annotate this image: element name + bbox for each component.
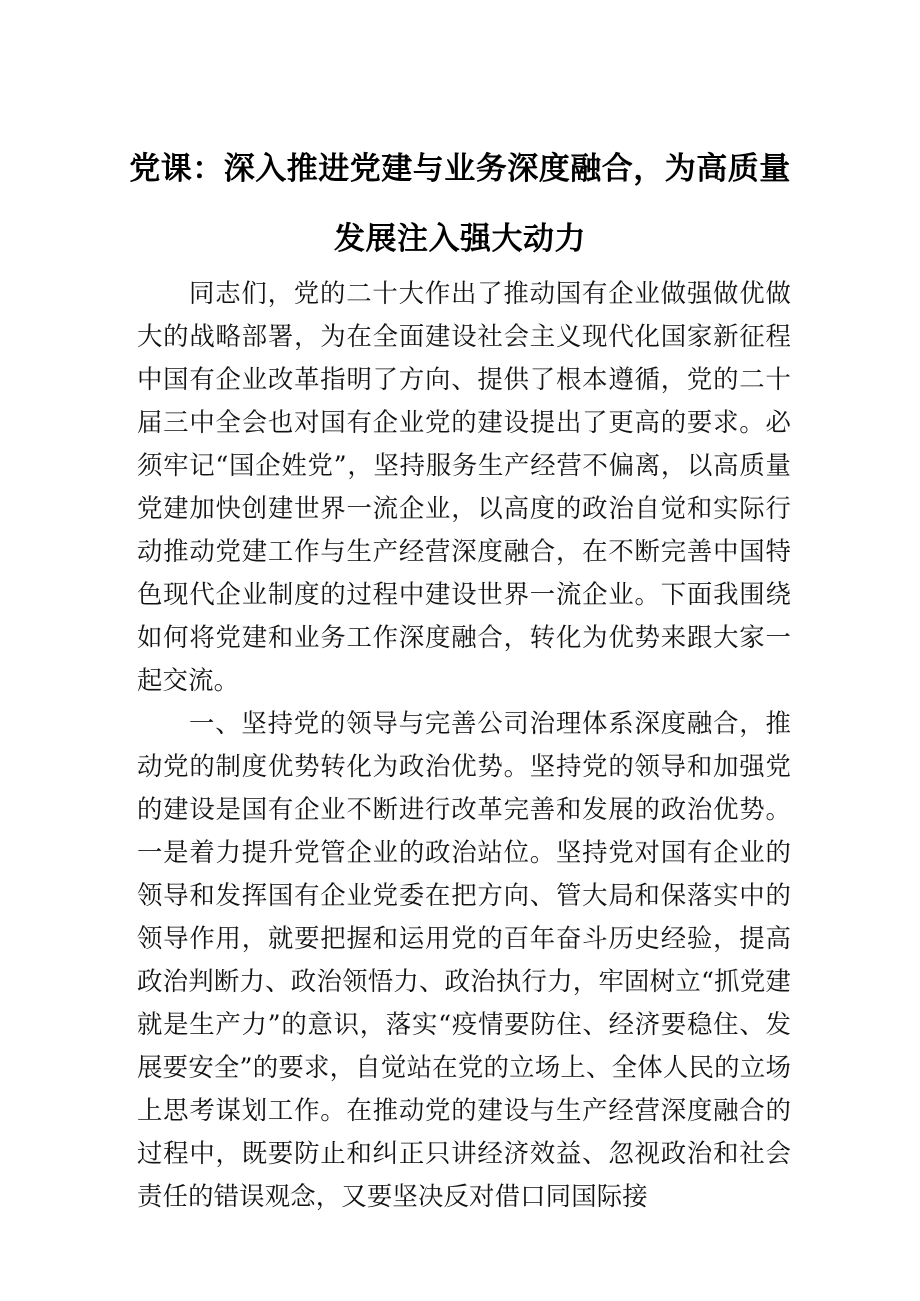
page-title-line-2: 发展注入强大动力 xyxy=(334,221,586,257)
body-paragraph-intro: 同志们，党的二十大作出了推动国有企业做强做优做大的战略部署，为在全面建设社会主义现代化国家新征程中国有企业改革指明了方向、提供了根本遵循，党的二十届三中全会也对国有企业党的建设提出了更高的要求。必须牢记“国企姓党”，坚持服务生产经营不偏离，以高质量党建加快创建世界一流企业，以高度的政治自觉和实际行动推动党建工作与生产经营深度融合，在不断完善中国特色现代企业制度的过程中建设世界一流企业。下面我围绕如何将党建和业务工作深度融合，转化为优势来跟大家一起交流。 xyxy=(137,278,791,695)
page-title xyxy=(120,134,800,274)
document-body xyxy=(137,272,791,1218)
page-title-line-1: 党课：深入推进党建与业务深度融合，为高质量 xyxy=(129,151,791,187)
body-paragraph-section-one: 一、坚持党的领导与完善公司治理体系深度融合，推动党的制度优势转化为政治优势。坚持党的领导和加强党的建设是国有企业不断进行改革完善和发展的政治优势。一是着力提升党管企业的政治站位。坚持党对国有企业的领导和发挥国有企业党委在把方向、管大局和保落实中的领导作用，就要把握和运用党的百年奋斗历史经验，提高政治判断力、政治领悟力、政治执行力，牢固树立“抓党建就是生产力”的意识，落实“疫情要防住、经济要稳住、发展要安全”的要求，自觉站在党的立场上、全体人民的立场上思考谋划工作。在推动党的建设与生产经营深度融合的过程中，既要防止和纠正只讲经济效益、忽视政治和社会责任的错误观念，又要坚决反对借口同国际接 xyxy=(137,708,791,1211)
